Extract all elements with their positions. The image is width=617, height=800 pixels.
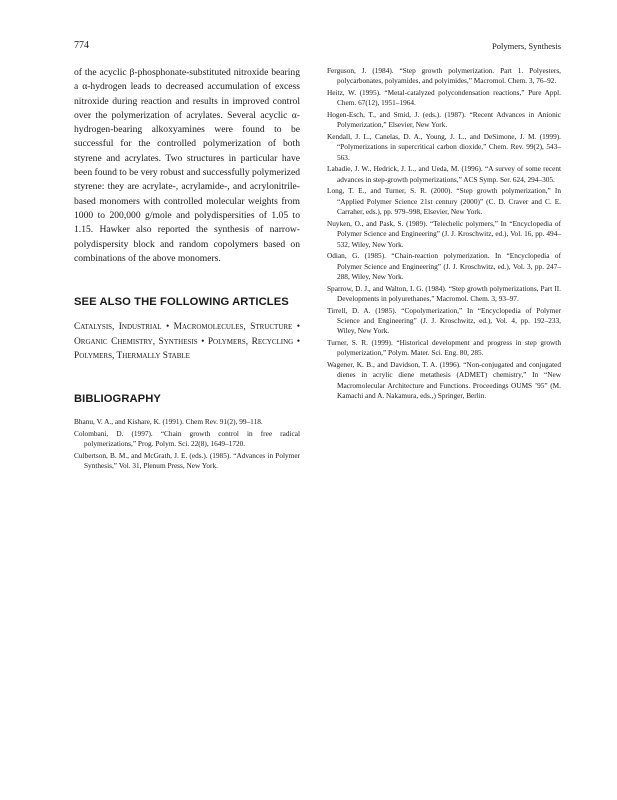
bibliography-entry: Bhanu, V. A., and Kishare, K. (1991). Chem Rev. 91(2), 99–118.: [74, 417, 263, 427]
bibliography-list-left: [74, 417, 300, 471]
bibliography-entry: Hogen-Esch, T., and Smid, J. (eds.). (1987). “Recent Advances in Anionic Polymerization,” Elsevier, New York.: [327, 110, 561, 130]
see-also-list: Catalysis, Industrial • Macromolecules, Structure • Organic Chemistry, Synthesis • Polymers, Recycling • Polymers, Thermally Stable: [74, 322, 300, 361]
bibliography-entry: Long, T. E., and Turner, S. R. (2000). “Step growth polymerization,” In “Applied Polymer Science 21st century (2000)” (C. D. Craver and C. E. Carraher, eds.), pp. 979–998, Elsevier, New York.: [327, 186, 561, 217]
bibliography-entry: Turner, S. R. (1999). “Historical development and progress in step growth polymerization,” Polym. Mater. Sci. Eng. 80, 285.: [327, 338, 561, 358]
page-number: 774: [74, 40, 89, 51]
bibliography-heading: BIBLIOGRAPHY: [74, 393, 161, 406]
bibliography-entry: Sparrow, D. J., and Walton, I. G. (1984). “Step growth polymerizations, Part II. Developments in polyurethanes,” Macromol. Chem. 3, 93–97.: [327, 283, 561, 304]
bibliography-entry: Nuyken, O., and Pask, S. (1989). “Telechelic polymers,” In “Encyclopedia of Polymer Science and Engineering” (J. J. Kroschwitz, ed.), Vol. 16, pp. 494–532, Wiley, New York.: [327, 218, 561, 249]
left-column: [74, 66, 300, 473]
body-paragraph: of the acyclic β-phosphonate-substituted nitroxide bearing a α-hydrogen leads to decreased accumulation of excess nitroxide during reaction and results in improved control over the polymerization of acrylates. Several acyclic α-hydrogen-bearing alkoxyamines were found to be successful for the controlled polymerization of both styrene and acrylates. Two structures in particular have been found to be very robust and successfully polymerized styrene: they are acrylate-, acrylamide-, and acrylonitrile-based monomers with controlled molecular weights from 1000 to 200,000 g/mole and polydispersities of 1.05 to 1.15. Hawker also reported the synthesis of narrow-polydispersity block and random copolymers based on combinations of the above monomers.: [74, 67, 300, 264]
bibliography-entry: Heitz, W. (1995). “Metal-catalyzed polycondensation reactions,” Pure Appl. Chem. 67(12), 1951–1964.: [327, 88, 561, 108]
bibliography-entry: Ferguson, J. (1984). “Step growth polymerization. Part 1. Polyesters, polycarbonates, polyamides, and polyimides,” Macromol. Chem. 3, 76–92.: [327, 66, 561, 86]
bibliography-list-right: [327, 66, 561, 402]
bibliography-entry: Labadie, J. W., Hedrick, J. L., and Ueda, M. (1996). “A survey of some recent advances in step-growth polymerizations,” ACS Symp. Ser. 624, 294–305.: [327, 164, 561, 184]
bibliography-entry: Colombani, D. (1997). “Chain growth control in free radical polymerizations,” Prog. Polym. Sci. 22(8), 1649–1720.: [74, 428, 300, 449]
bibliography-entry: Odian, G. (1985). “Chain-reaction polymerization. In “Encyclopedia of Polymer Science and Engineering” (J. J. Kroschwitz, ed.), Vol. 3, pp. 247–288, Wiley, New York.: [327, 251, 561, 282]
bibliography-entry: Kendall, J. L., Canelas, D. A., Young, J. L., and DeSimone, J. M. (1999). “Polymerizations in supercritical carbon dioxide,” Chem. Rev. 99(2), 543–563.: [327, 132, 561, 162]
right-column: [327, 66, 561, 403]
running-head: Polymers, Synthesis: [492, 41, 561, 51]
bibliography-entry: Culbertson, B. M., and McGrath, J. E. (eds.). (1985). “Advances in Polymer Synthesis,” Vol. 31, Plenum Press, New York.: [74, 450, 300, 471]
bibliography-entry: Wagener, K. B., and Davidson, T. A. (1996). “Non-conjugated and conjugated dienes in acrylic diene metathesis (ADMET) chemistry,” In “New Macromolecular Architecture and Functions. Proceedings OUMS ’95” (M. Kamachi and A. Nakamura, eds.,) Springer, Berlin.: [327, 360, 561, 401]
see-also-heading: SEE ALSO THE FOLLOWING ARTICLES: [74, 296, 289, 309]
bibliography-entry: Tirrell, D. A. (1985). “Copolymerization,” In “Encyclopedia of Polymer Science and Engineering” (J. J. Kroschwitz, ed.), Vol. 4, pp. 192–233, Wiley, New York.: [327, 305, 561, 336]
